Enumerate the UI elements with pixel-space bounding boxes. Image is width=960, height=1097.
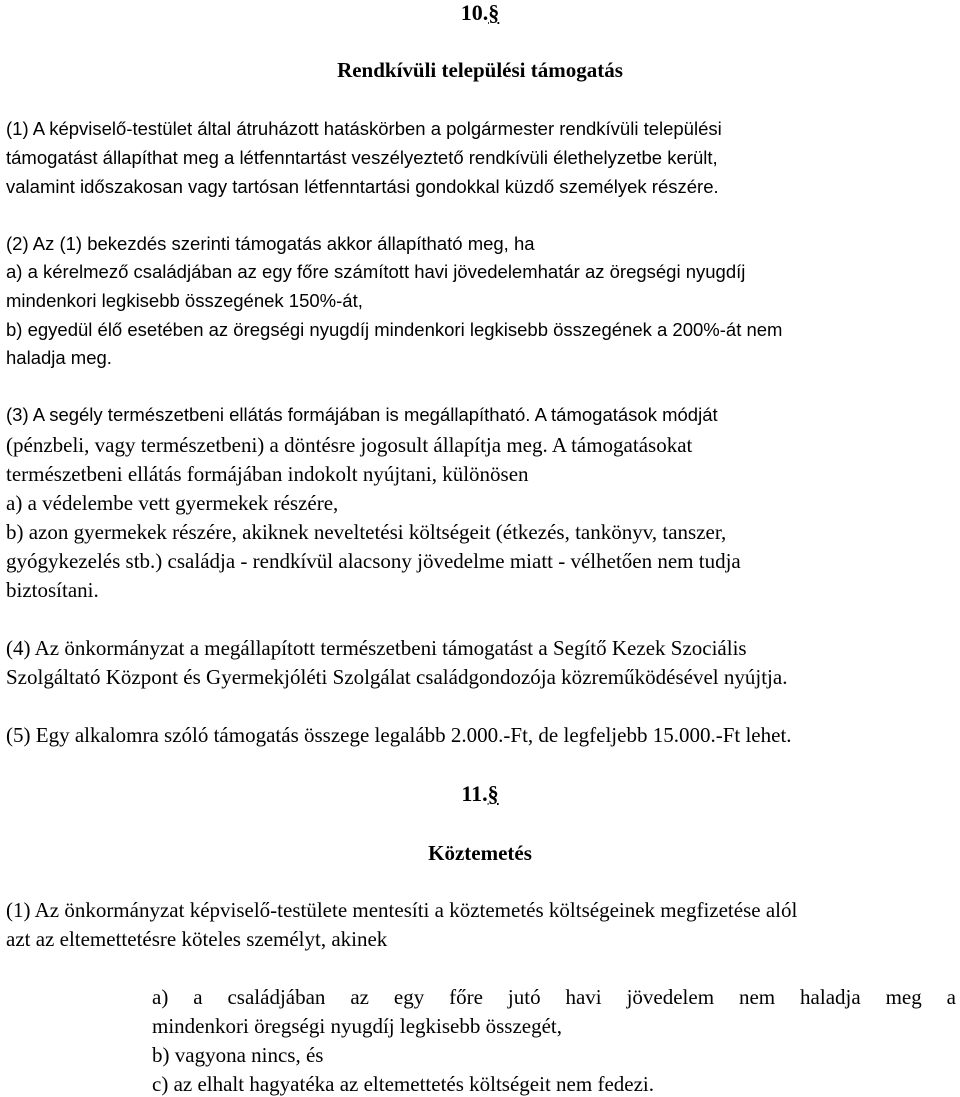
s10-p2-line-5: haladja meg. [6, 347, 112, 368]
s10-p3-line-7: biztosítani. [6, 578, 99, 602]
section-11-title: Köztemetés [428, 841, 532, 865]
s10-p2-line-3: mindenkori legkisebb összegének 150%-át, [6, 290, 363, 311]
s10-p1-line-2: támogatást állapíthat meg a létfenntartást veszélyeztető rendkívüli élethelyzetbe került, [6, 147, 718, 168]
s10-p3-line-1: (3) A segély természetbeni ellátás formájában is megállapítható. A támogatások módját [6, 404, 718, 425]
s11-item-c: c) az elhalt hagyatéka az eltemettetés költségeit nem fedezi. [152, 1072, 654, 1096]
s11-p1-line-1: (1) Az önkormányzat képviselő-testülete mentesíti a köztemetés költségeinek megfizetése alól [6, 898, 798, 922]
section-10-title: Rendkívüli települési támogatás [337, 58, 623, 82]
s11-item-a-line-2: mindenkori öregségi nyugdíj legkisebb összegét, [152, 1014, 563, 1038]
s10-p4-line-2: Szolgáltató Központ és Gyermekjóléti Szolgálat családgondozója közreműködésével nyújtja. [6, 665, 788, 689]
section-10-number: 10. [460, 0, 489, 25]
section-11-number: 11. [461, 781, 488, 806]
s10-p4-line-1: (4) Az önkormányzat a megállapított természetbeni támogatást a Segítő Kezek Szociális [6, 636, 747, 660]
s10-p2-line-4: b) egyedül élő esetében az öregségi nyugdíj mindenkori legkisebb összegének a 200%-át nem [6, 319, 783, 340]
s10-p1-line-3: valamint időszakosan vagy tartósan létfenntartási gondokkal küzdő személyek részére. [6, 176, 719, 197]
s10-p3-line-5: b) azon gyermekek részére, akiknek neveltetési költségeit (étkezés, tankönyv, tanszer, [6, 520, 727, 544]
section-10-heading [0, 0, 960, 26]
s11-item-a-line-1: a) a családjában az egy főre jutó havi jövedelem nem haladja meg a [152, 985, 956, 1009]
s10-p3-line-2: (pénzbeli, vagy természetbeni) a döntésre jogosult állapítja meg. A támogatásokat [6, 433, 693, 457]
s10-p3-line-6: gyógykezelés stb.) családja - rendkívül alacsony jövedelme miatt - vélhetően nem tudja [6, 549, 741, 573]
section-10-mark: § [488, 0, 500, 25]
s11-p1-line-2: azt az eltemettetésre köteles személyt, akinek [6, 927, 388, 951]
s10-p1-line-1: (1) A képviselő-testület által átruházott hatáskörben a polgármester rendkívüli települési [6, 118, 722, 139]
s11-item-b: b) vagyona nincs, és [152, 1043, 324, 1067]
s10-p2-line-1: (2) Az (1) bekezdés szerinti támogatás akkor állapítható meg, ha [6, 233, 535, 254]
s10-p2-line-2: a) a kérelmező családjában az egy főre számított havi jövedelemhatár az öregségi nyugdíj [6, 261, 746, 282]
s10-p3-line-4: a) a védelembe vett gyermekek részére, [6, 491, 339, 515]
section-11-heading [0, 781, 960, 807]
section-11-mark: § [487, 781, 499, 806]
s10-p3-line-3: természetbeni ellátás formájában indokolt nyújtani, különösen [6, 462, 529, 486]
s10-p5-line: (5) Egy alkalomra szóló támogatás összege legalább 2.000.-Ft, de legfeljebb 15.000.-Ft lehet. [6, 723, 792, 747]
